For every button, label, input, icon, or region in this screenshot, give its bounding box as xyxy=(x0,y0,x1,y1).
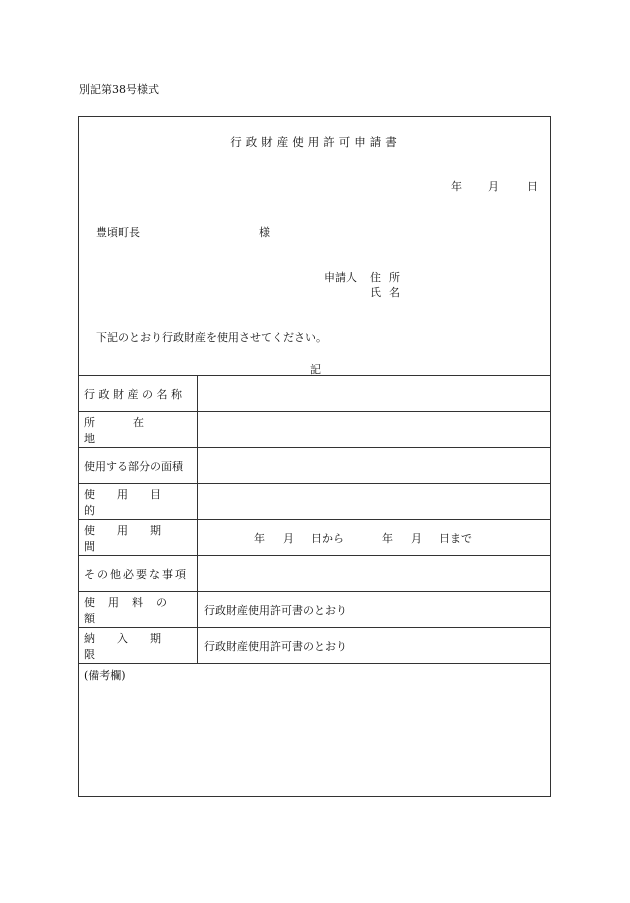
row-label xyxy=(78,592,198,627)
fee-value: 行政財産使用許可書のとおり xyxy=(204,603,347,617)
area-label: 使用する部分の面積 xyxy=(84,459,183,473)
remarks-label: (備考欄) xyxy=(84,669,126,682)
table-row xyxy=(78,519,551,555)
applicant-label: 申請人 xyxy=(324,271,357,284)
period-end-month: 月 xyxy=(411,531,422,545)
property-name-label: 行政財産の名称 xyxy=(84,387,186,401)
table-row xyxy=(78,591,551,627)
row-label xyxy=(78,376,198,411)
application-form xyxy=(78,116,551,797)
deadline-label: 納入期限 xyxy=(84,631,183,661)
details-table xyxy=(78,375,551,663)
table-row xyxy=(78,627,551,663)
table-row xyxy=(78,447,551,483)
table-row xyxy=(78,375,551,411)
fee-label: 使用料の額 xyxy=(84,595,180,625)
table-row xyxy=(78,555,551,591)
purpose-label: 使用目的 xyxy=(84,487,183,517)
period-end-year: 年 xyxy=(382,531,393,545)
form-number: 別記第38号様式 xyxy=(79,83,159,96)
remarks-section[interactable] xyxy=(78,663,551,798)
row-label xyxy=(78,412,198,447)
date-day: 日 xyxy=(527,180,538,193)
row-label xyxy=(78,556,198,591)
form-title: 行政財産使用許可申請書 xyxy=(230,135,401,149)
date-year: 年 xyxy=(451,180,462,193)
ki-heading: 記 xyxy=(310,363,321,376)
location-label: 所在地 xyxy=(84,415,182,445)
table-row xyxy=(78,483,551,519)
applicant-address-label: 住所 xyxy=(370,271,408,284)
date-month: 月 xyxy=(488,180,499,193)
row-label xyxy=(78,484,198,519)
period-start-year: 年 xyxy=(254,531,265,545)
period-start-month: 月 xyxy=(283,531,294,545)
request-text: 下記のとおり行政財産を使用させてください。 xyxy=(96,331,327,344)
row-label xyxy=(78,520,198,555)
row-label xyxy=(78,448,198,483)
table-row xyxy=(78,411,551,447)
applicant-name-label: 氏名 xyxy=(370,286,408,299)
period-label: 使用期間 xyxy=(84,523,183,553)
period-end-day: 日まで xyxy=(439,531,472,545)
period-start-day: 日から xyxy=(311,531,344,545)
honorific: 様 xyxy=(259,226,270,239)
deadline-value: 行政財産使用許可書のとおり xyxy=(204,639,347,653)
row-label xyxy=(78,628,198,663)
other-matters-label: その他必要な事項 xyxy=(84,567,188,581)
addressee: 豊頃町長 xyxy=(96,226,140,239)
